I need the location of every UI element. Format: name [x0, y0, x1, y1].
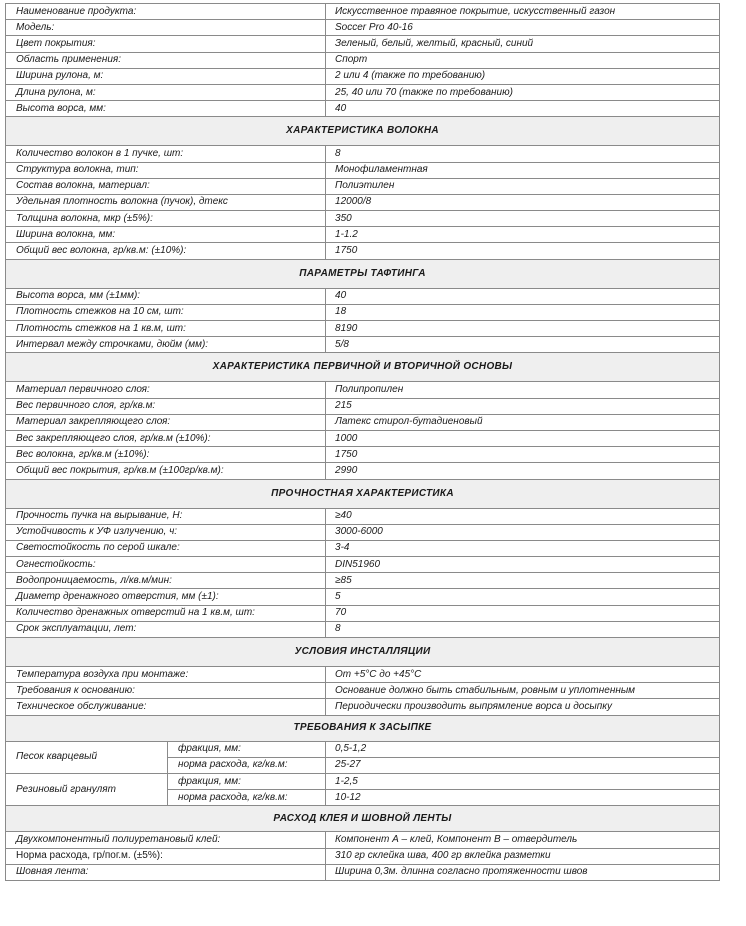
spec-value: Спорт [326, 52, 720, 68]
spec-label: Высота ворса, мм (±1мм): [6, 288, 326, 304]
table-row [6, 178, 720, 194]
spec-value: Монофиламентная [326, 162, 720, 178]
spec-value: 70 [326, 605, 720, 621]
table-row [6, 243, 720, 259]
spec-label: Норма расхода, гр/пог.м. (±5%): [6, 848, 326, 864]
spec-value: 5/8 [326, 337, 720, 353]
table-row [6, 211, 720, 227]
spec-value: 1-1.2 [326, 227, 720, 243]
spec-label: Техническое обслуживание: [6, 699, 326, 715]
spec-value: ≥40 [326, 508, 720, 524]
spec-label: Область применения: [6, 52, 326, 68]
spec-value: 8190 [326, 321, 720, 337]
spec-label: Температура воздуха при монтаже: [6, 667, 326, 683]
section-title: УСЛОВИЯ ИНСТАЛЛЯЦИИ [6, 638, 720, 667]
table-row [6, 832, 720, 848]
spec-value: 5 [326, 589, 720, 605]
spec-label: Срок эксплуатации, лет: [6, 621, 326, 637]
spec-value: 2 или 4 (также по требованию) [326, 68, 720, 84]
spec-value: 25-27 [326, 757, 720, 773]
section-header-infill [6, 715, 720, 741]
spec-value: 0,5-1,2 [326, 741, 720, 757]
table-row [6, 621, 720, 637]
spec-label: Вес волокна, гр/кв.м (±10%): [6, 447, 326, 463]
spec-value: 25, 40 или 70 (также по требованию) [326, 84, 720, 100]
spec-label: Огнестойкость: [6, 557, 326, 573]
table-row [6, 304, 720, 320]
spec-label: Общий вес волокна, гр/кв.м: (±10%): [6, 243, 326, 259]
table-row [6, 52, 720, 68]
spec-table [5, 3, 720, 881]
spec-table-body [6, 4, 720, 881]
spec-label: Шовная лента: [6, 864, 326, 880]
spec-label: Структура волокна, тип: [6, 162, 326, 178]
table-row [6, 773, 720, 789]
spec-value: 3-4 [326, 540, 720, 556]
table-row [6, 288, 720, 304]
table-row [6, 573, 720, 589]
spec-value: 310 гр склейка шва, 400 гр вклейка разметки [326, 848, 720, 864]
infill-group-name: Резиновый гранулят [6, 773, 168, 805]
spec-value: ≥85 [326, 573, 720, 589]
spec-value: Soccer Pro 40-16 [326, 20, 720, 36]
spec-label: норма расхода, кг/кв.м: [168, 757, 326, 773]
spec-value: 1-2,5 [326, 773, 720, 789]
spec-label: Вес первичного слоя, гр/кв.м: [6, 398, 326, 414]
spec-label: Материал первичного слоя: [6, 382, 326, 398]
spec-label: Диаметр дренажного отверстия, мм (±1): [6, 589, 326, 605]
spec-label: Модель: [6, 20, 326, 36]
table-row [6, 382, 720, 398]
spec-value: Основание должно быть стабильным, ровным и уплотненным [326, 683, 720, 699]
spec-value: 3000-6000 [326, 524, 720, 540]
spec-label: Прочность пучка на вырывание, Н: [6, 508, 326, 524]
spec-label: Интервал между строчками, дюйм (мм): [6, 337, 326, 353]
section-title: ПАРАМЕТРЫ ТАФТИНГА [6, 259, 720, 288]
spec-label: Цвет покрытия: [6, 36, 326, 52]
section-title: ПРОЧНОСТНАЯ ХАРАКТЕРИСТИКА [6, 479, 720, 508]
table-row [6, 589, 720, 605]
table-row [6, 605, 720, 621]
table-row [6, 683, 720, 699]
section-header-strength [6, 479, 720, 508]
table-row [6, 162, 720, 178]
spec-label: Количество дренажных отверстий на 1 кв.м, шт: [6, 605, 326, 621]
spec-label: фракция, мм: [168, 773, 326, 789]
section-header-fiber [6, 117, 720, 146]
table-row [6, 321, 720, 337]
table-row [6, 508, 720, 524]
section-title: ТРЕБОВАНИЯ К ЗАСЫПКЕ [6, 715, 720, 741]
spec-value: 40 [326, 288, 720, 304]
spec-value: Полиэтилен [326, 178, 720, 194]
spec-label: Наименование продукта: [6, 4, 326, 20]
spec-value: От +5°С до +45°С [326, 667, 720, 683]
spec-value: Латекс стирол-бутадиеновый [326, 414, 720, 430]
section-title: РАСХОД КЛЕЯ И ШОВНОЙ ЛЕНТЫ [6, 806, 720, 832]
spec-label: Водопроницаемость, л/кв.м/мин: [6, 573, 326, 589]
table-row [6, 4, 720, 20]
spec-label: Устойчивость к УФ излучению, ч: [6, 524, 326, 540]
table-row [6, 36, 720, 52]
section-header-backing [6, 353, 720, 382]
table-row [6, 337, 720, 353]
infill-group-name: Песок кварцевый [6, 741, 168, 773]
spec-value: Ширина 0,3м. длинна согласно протяженности швов [326, 864, 720, 880]
spec-label: Количество волокон в 1 пучке, шт: [6, 146, 326, 162]
table-row [6, 524, 720, 540]
spec-value: 10-12 [326, 790, 720, 806]
table-row [6, 741, 720, 757]
spec-value: 1750 [326, 243, 720, 259]
table-row [6, 848, 720, 864]
spec-label: Высота ворса, мм: [6, 101, 326, 117]
spec-value: 12000/8 [326, 194, 720, 210]
spec-label: Требования к основанию: [6, 683, 326, 699]
spec-value: 40 [326, 101, 720, 117]
spec-label: Плотность стежков на 10 см, шт: [6, 304, 326, 320]
spec-value: 18 [326, 304, 720, 320]
spec-label: Вес закрепляющего слоя, гр/кв.м (±10%): [6, 430, 326, 446]
spec-value: Периодически производить выпрямление ворса и досыпку [326, 699, 720, 715]
spec-label: норма расхода, кг/кв.м: [168, 790, 326, 806]
spec-value: 8 [326, 621, 720, 637]
table-row [6, 84, 720, 100]
section-header-install [6, 638, 720, 667]
spec-label: Ширина рулона, м: [6, 68, 326, 84]
spec-value: Зеленый, белый, желтый, красный, синий [326, 36, 720, 52]
spec-value: 1750 [326, 447, 720, 463]
table-row [6, 194, 720, 210]
table-row [6, 68, 720, 84]
table-row [6, 101, 720, 117]
table-row [6, 447, 720, 463]
spec-label: Плотность стежков на 1 кв.м, шт: [6, 321, 326, 337]
spec-value: Полипропилен [326, 382, 720, 398]
table-row [6, 146, 720, 162]
section-header-tufting [6, 259, 720, 288]
spec-value: DIN51960 [326, 557, 720, 573]
table-row [6, 227, 720, 243]
table-row [6, 557, 720, 573]
table-row [6, 463, 720, 479]
table-row [6, 540, 720, 556]
table-row [6, 430, 720, 446]
spec-label: Ширина волокна, мм: [6, 227, 326, 243]
spec-label: Двухкомпонентный полиуретановый клей: [6, 832, 326, 848]
spec-value: 215 [326, 398, 720, 414]
spec-label: Удельная плотность волокна (пучок), дтекс [6, 194, 326, 210]
section-header-glue [6, 806, 720, 832]
table-row [6, 667, 720, 683]
spec-label: Толщина волокна, мкр (±5%): [6, 211, 326, 227]
table-row [6, 20, 720, 36]
spec-value: 2990 [326, 463, 720, 479]
spec-value: 1000 [326, 430, 720, 446]
spec-value: 8 [326, 146, 720, 162]
spec-label: Материал закрепляющего слоя: [6, 414, 326, 430]
spec-label: Длина рулона, м: [6, 84, 326, 100]
table-row [6, 699, 720, 715]
table-row [6, 414, 720, 430]
spec-label: Общий вес покрытия, гр/кв.м (±100гр/кв.м): [6, 463, 326, 479]
spec-value: 350 [326, 211, 720, 227]
spec-label: Состав волокна, материал: [6, 178, 326, 194]
spec-label: Светостойкость по серой шкале: [6, 540, 326, 556]
table-row [6, 398, 720, 414]
section-title: ХАРАКТЕРИСТИКА ПЕРВИЧНОЙ И ВТОРИЧНОЙ ОСНОВЫ [6, 353, 720, 382]
table-row [6, 864, 720, 880]
spec-label: фракция, мм: [168, 741, 326, 757]
spec-value: Компонент А – клей, Компонент В – отвердитель [326, 832, 720, 848]
spec-value: Искусственное травяное покрытие, искусственный газон [326, 4, 720, 20]
section-title: ХАРАКТЕРИСТИКА ВОЛОКНА [6, 117, 720, 146]
